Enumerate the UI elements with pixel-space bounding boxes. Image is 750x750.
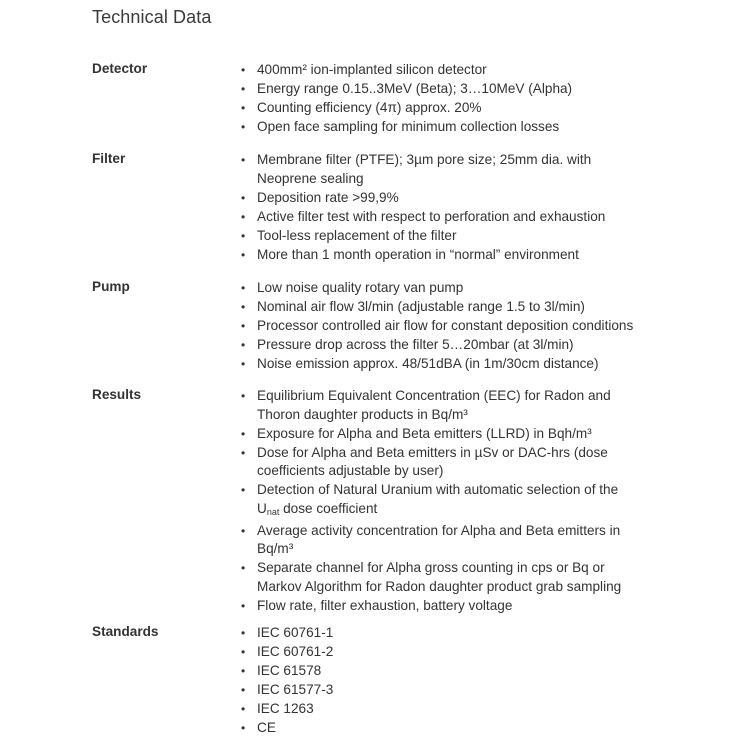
section-label-filter: Filter	[92, 151, 126, 166]
list-item: • Open face sampling for minimum collection losses	[0, 118, 647, 137]
list-item: • CE	[0, 719, 647, 738]
filter-list	[0, 151, 647, 265]
list-item: • More than 1 month operation in “normal” environment	[0, 246, 647, 265]
bullet-icon: •	[241, 100, 246, 115]
bullet-icon: •	[241, 281, 246, 295]
list-item: • IEC 61578	[0, 662, 647, 681]
bullet-icon: •	[241, 626, 246, 640]
results-list	[0, 387, 647, 616]
list-item: • 400mm² ion-implanted silicon detector	[0, 61, 647, 80]
bullet-icon: •	[241, 483, 246, 498]
bullet-icon: •	[241, 153, 246, 167]
pump-list	[0, 279, 647, 374]
list-item: • Average activity concentration for Alpha and Beta emitters in Bq/m³	[241, 522, 621, 557]
list-item: • Flow rate, filter exhaustion, battery voltage	[0, 597, 647, 616]
bullet-icon: •	[241, 81, 246, 96]
bullet-icon: •	[241, 598, 246, 613]
list-item: • Nominal air flow 3l/min (adjustable range 1.5 to 3l/min)	[0, 298, 647, 317]
bullet-icon: •	[241, 190, 246, 205]
bullet-icon: •	[241, 445, 246, 460]
bullet-icon: •	[241, 318, 246, 333]
bullet-icon: •	[241, 701, 246, 716]
page-title: Technical Data	[92, 7, 212, 27]
list-item: • IEC 60761-2	[0, 643, 647, 662]
bullet-icon: •	[241, 119, 246, 134]
list-item: • Processor controlled air flow for constant deposition conditions	[0, 317, 647, 336]
section-label-pump: Pump	[92, 279, 130, 294]
uranium-suffix: dose coefficient	[279, 500, 378, 516]
bullet-icon: •	[241, 644, 246, 659]
section-label-standards: Standards	[92, 624, 159, 639]
bullet-icon: •	[241, 337, 246, 352]
bullet-icon: •	[241, 561, 246, 576]
bullet-icon: •	[241, 356, 246, 371]
bullet-icon: •	[241, 720, 246, 735]
list-item: • Tool-less replacement of the filter	[0, 227, 647, 246]
list-item: • Deposition rate >99,9%	[0, 189, 647, 208]
bullet-icon: •	[241, 663, 246, 678]
list-item: • Detection of Natural Uranium with automatic selection of the $U_{nat}$ dose coefficient	[241, 482, 619, 517]
list-item: • Pressure drop across the filter 5…20mbar (at 3l/min)	[0, 336, 647, 355]
uranium-prefix: U	[257, 500, 267, 516]
list-item: • Low noise quality rotary van pump	[0, 279, 647, 298]
list-item: • Dose for Alpha and Beta emitters in µSv or DAC-hrs (dose coefficients adjustable by user)	[241, 444, 608, 479]
bullet-icon: •	[241, 682, 246, 697]
list-item: • Noise emission approx. 48/51dBA (in 1m/30cm distance)	[0, 355, 647, 374]
list-item: • Active filter test with respect to perforation and exhaustion	[0, 208, 647, 227]
bullet-icon: •	[241, 228, 246, 243]
list-item: • IEC 60761-1	[0, 624, 647, 643]
section-label-results: Results	[92, 387, 142, 402]
list-item: • Separate channel for Alpha gross counting in cps or Bq or Markov Algorithm for Radon daughter product grab sampling	[241, 560, 622, 594]
list-item: • IEC 1263	[0, 700, 647, 719]
bullet-icon: •	[241, 389, 246, 403]
uranium-subscript: nat	[266, 506, 280, 517]
section-label-detector: Detector	[92, 61, 148, 76]
bullet-icon: •	[241, 209, 246, 224]
bullet-icon: •	[241, 426, 246, 441]
standards-list	[0, 624, 647, 738]
list-item: • Equilibrium Equivalent Concentration (EEC) for Radon and Thoron daughter products in Bq/m³	[241, 388, 611, 422]
list-item: • IEC 61577-3	[0, 681, 647, 700]
list-item: • Counting efficiency (4π) approx. 20%	[0, 99, 647, 118]
list-item: • Membrane filter (PTFE); 3µm pore size; 25mm dia. with Neoprene sealing	[241, 152, 592, 186]
bullet-icon: •	[241, 63, 246, 77]
bullet-icon: •	[241, 247, 246, 262]
list-item: • Energy range 0.15..3MeV (Beta); 3…10MeV (Alpha)	[0, 80, 647, 99]
detector-list	[0, 61, 647, 137]
bullet-icon: •	[241, 523, 246, 538]
bullet-icon: •	[241, 299, 246, 314]
list-item: • Exposure for Alpha and Beta emitters (LLRD) in Bqh/m³	[0, 425, 647, 444]
